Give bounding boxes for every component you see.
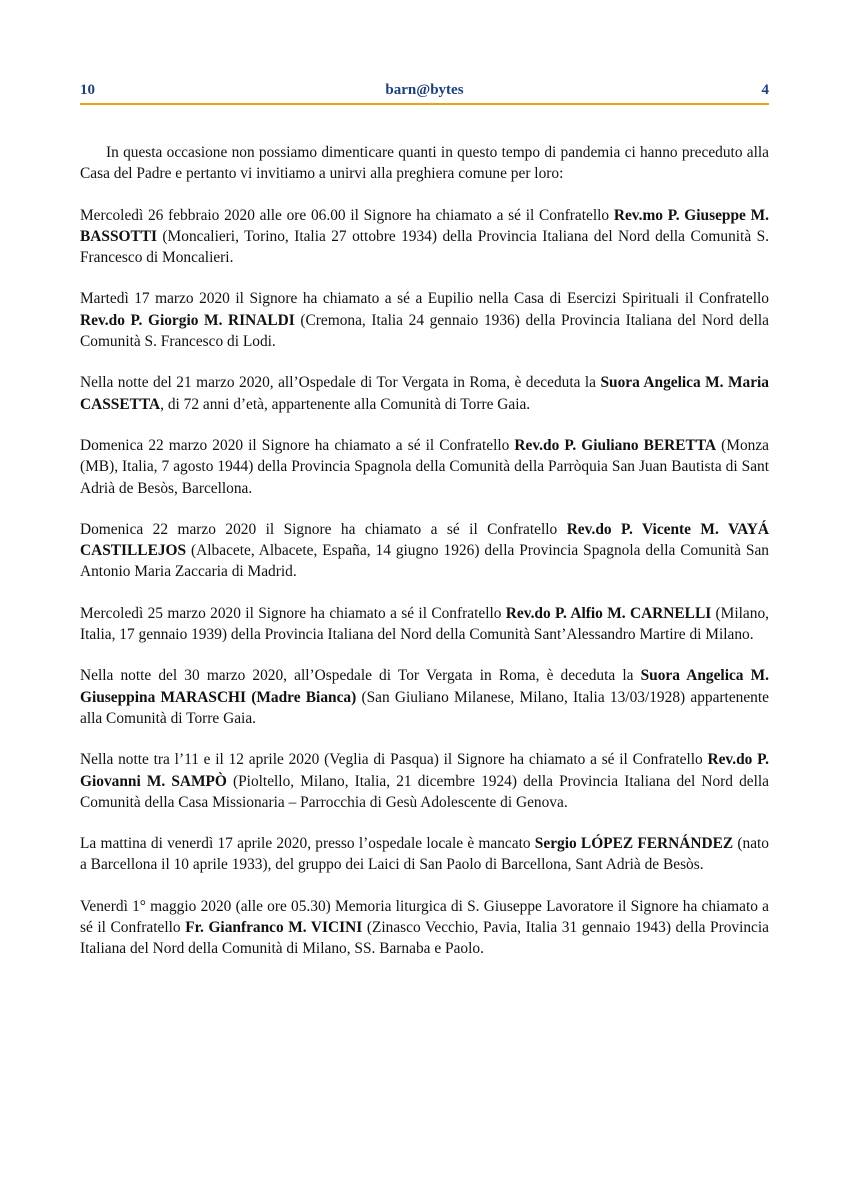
entry-text: Nella notte del 21 marzo 2020, all’Ospedale di Tor Vergata in Roma, è deceduta la (80, 374, 601, 392)
obituary-entry (80, 205, 769, 269)
entry-text: (Pioltello, Milano, Italia, 21 dicembre 1924) della Provincia Italiana del Nord della Comunità della Casa Missionaria – Parrocchia di Gesù Adolescente di Genova. (80, 772, 769, 811)
entry-text: (San Giuliano Milanese, Milano, Italia 13/03/1928) appartenente alla Comunità di Torre Gaia. (80, 688, 769, 727)
entry-name: Rev.do P. Giorgio M. RINALDI (80, 311, 295, 329)
entry-text: Mercoledì 25 marzo 2020 il Signore ha chiamato a sé il Confratello (80, 604, 506, 622)
issue-number: 4 (761, 82, 769, 98)
intro-paragraph: In questa occasione non possiamo dimenticare quanti in questo tempo di pandemia ci hanno preceduto alla Casa del Padre e pertanto vi invitiamo a unirvi alla preghiera comune per loro: (80, 144, 769, 183)
obituary-entry (80, 519, 769, 583)
entry-name: Suora Angelica M. Maria CASSETTA (80, 374, 770, 413)
entry-text: Nella notte tra l’11 e il 12 aprile 2020 (Veglia di Pasqua) il Signore ha chiamato a sé il Confratello (80, 751, 708, 769)
obituary-entry (80, 372, 769, 415)
entry-text: Martedì 17 marzo 2020 il Signore ha chiamato a sé a Eupilio nella Casa di Esercizi Spirituali il Confratello (80, 290, 769, 308)
entry-text: La mattina di venerdì 17 aprile 2020, presso l’ospedale locale è mancato (80, 835, 535, 853)
entry-text: Mercoledì 26 febbraio 2020 alle ore 06.00 il Signore ha chiamato a sé il Confratello (80, 206, 614, 224)
publication-title: barn@bytes (385, 82, 464, 98)
entry-text: , di 72 anni d’età, appartenente alla Comunità di Torre Gaia. (160, 395, 531, 413)
entry-text: (Cremona, Italia 24 gennaio 1936) della Provincia Italiana del Nord della Comunità S. Francesco di Lodi. (80, 311, 769, 351)
entry-name: Rev.do P. Giuliano BERETTA (514, 436, 717, 454)
entry-name: Rev.do P. Vicente M. VAYÁ CASTILLEJOS (80, 520, 770, 560)
entry-text: Domenica 22 marzo 2020 il Signore ha chiamato a sé il Confratello (80, 520, 567, 538)
obituary-entry (80, 749, 769, 813)
entry-name: Sergio LÓPEZ FERNÁNDEZ (534, 835, 734, 853)
obituary-entry (80, 833, 769, 876)
obituary-entry (80, 288, 769, 352)
obituary-entry (80, 435, 769, 499)
entry-text: (Albacete, Albacete, España, 14 giugno 1926) della Provincia Spagnola della Comunità San Antonio Maria Zaccaria di Madrid. (80, 542, 769, 581)
entry-text: (nato a Barcellona il 10 aprile 1933), del gruppo dei Laici di San Paolo di Barcellona, Sant Adrià de Besòs. (80, 835, 769, 874)
entry-text: (Moncalieri, Torino, Italia 27 ottobre 1934) della Provincia Italiana del Nord della Comunità S. Francesco di Moncalieri. (80, 227, 769, 267)
entry-name: Rev.do P. Giovanni M. SAMPÒ (80, 751, 769, 790)
entry-text: (Milano, Italia, 17 gennaio 1939) della Provincia Italiana del Nord della Comunità Sant’Alessandro Martire di Milano. (80, 604, 769, 644)
entry-name: Suora Angelica M. Giuseppina MARASCHI (Madre Bianca) (80, 667, 769, 706)
obituary-list (80, 142, 769, 980)
entry-text: (Zinasco Vecchio, Pavia, Italia 31 gennaio 1943) della Provincia Italiana del Nord della Comunità di Milano, SS. Barnaba e Paolo. (80, 919, 769, 958)
entry-name: Rev.mo P. Giuseppe M. BASSOTTI (80, 206, 769, 245)
page-number: 10 (80, 82, 95, 98)
obituary-entry (80, 896, 769, 960)
page-header (80, 81, 769, 105)
obituary-entry (80, 665, 769, 729)
entry-text: Nella notte del 30 marzo 2020, all’Ospedale di Tor Vergata in Roma, è deceduta la (80, 667, 641, 685)
entry-text: Domenica 22 marzo 2020 il Signore ha chiamato a sé il Confratello (80, 436, 515, 454)
entry-name: Fr. Gianfranco M. VICINI (185, 919, 363, 937)
entry-text: Venerdì 1° maggio 2020 (alle ore 05.30) Memoria liturgica di S. Giuseppe Lavoratore il Signore ha chiamato a sé il Confratello (80, 897, 769, 937)
obituary-entry (80, 603, 769, 646)
entry-name: Rev.do P. Alfio M. CARNELLI (505, 604, 712, 622)
entry-text: (Monza (MB), Italia, 7 agosto 1944) della Provincia Spagnola della Comunità della Parròquia San Juan Bautista di Sant Adrià de Besòs, Barcellona. (80, 436, 769, 497)
